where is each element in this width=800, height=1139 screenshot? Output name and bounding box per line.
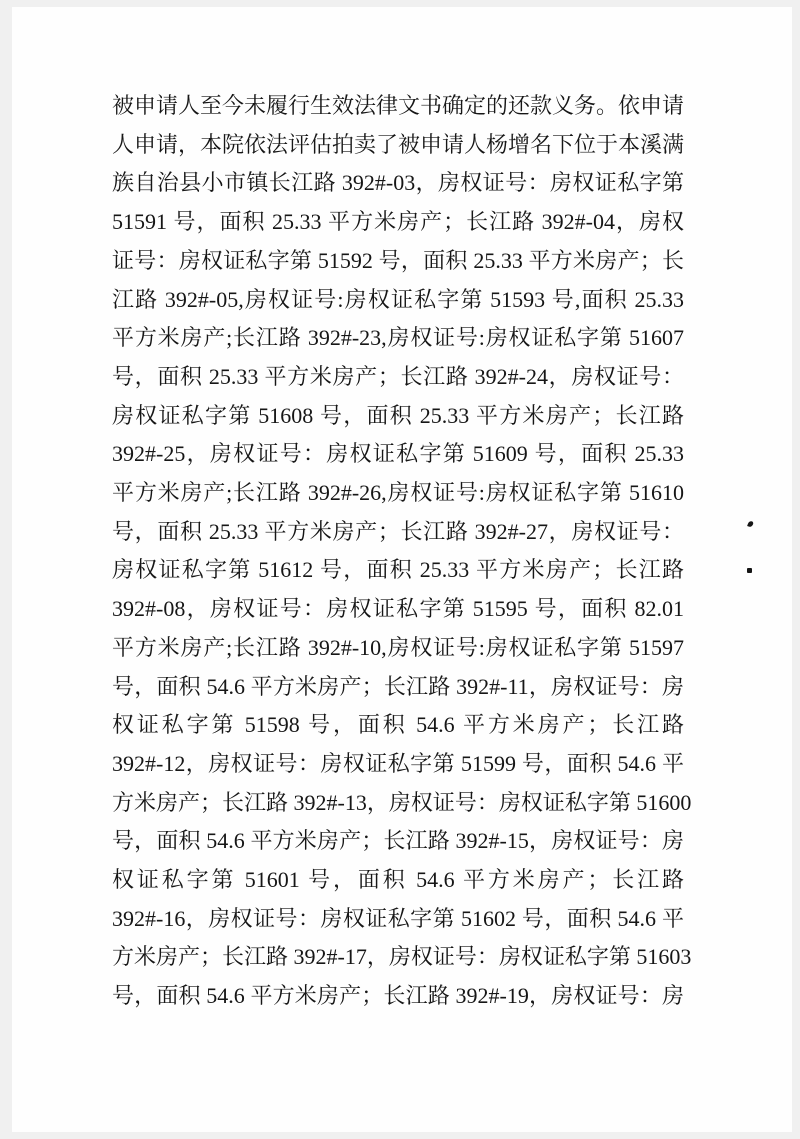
text-line: 人申请，本院依法评估拍卖了被申请人杨增名下位于本溪满 bbox=[112, 131, 685, 157]
text-line: 号，面积 25.33 平方米房产；长江路 392#-27，房权证号： bbox=[112, 518, 684, 544]
text-line: 权证私字第 51601 号，面积 54.6 平方米房产；长江路 bbox=[112, 867, 684, 893]
text-line: 号，面积 25.33 平方米房产；长江路 392#-24，房权证号： bbox=[112, 363, 684, 389]
text-line: 族自治县小市镇长江路 392#-03，房权证号：房权证私字第 bbox=[112, 170, 684, 196]
text-line: 号，面积 54.6 平方米房产；长江路 392#-19，房权证号：房 bbox=[112, 983, 684, 1009]
text-line: 号，面积 54.6 平方米房产；长江路 392#-15，房权证号：房 bbox=[112, 828, 684, 854]
document-page bbox=[12, 7, 792, 1132]
text-line: 江路 392#-05,房权证号:房权证私字第 51593 号,面积 25.33 bbox=[112, 286, 684, 312]
text-line: 51591 号，面积 25.33 平方米房产；长江路 392#-04，房权 bbox=[112, 209, 684, 235]
scan-artifact-dot-mark bbox=[747, 568, 752, 573]
text-line: 号，面积 54.6 平方米房产；长江路 392#-11，房权证号：房 bbox=[112, 673, 684, 699]
text-line: 392#-16，房权证号：房权证私字第 51602 号，面积 54.6 平 bbox=[112, 905, 684, 931]
text-line: 方米房产；长江路 392#-17，房权证号：房权证私字第 51603 bbox=[112, 944, 692, 970]
text-line: 平方米房产;长江路 392#-26,房权证号:房权证私字第 51610 bbox=[112, 480, 684, 506]
text-line: 392#-25，房权证号：房权证私字第 51609 号，面积 25.33 bbox=[112, 441, 684, 467]
text-line: 平方米房产;长江路 392#-10,房权证号:房权证私字第 51597 bbox=[112, 634, 684, 660]
text-line: 方米房产；长江路 392#-13，房权证号：房权证私字第 51600 bbox=[112, 789, 692, 815]
text-line: 392#-12，房权证号：房权证私字第 51599 号，面积 54.6 平 bbox=[112, 750, 684, 776]
text-line: 房权证私字第 51612 号，面积 25.33 平方米房产；长江路 bbox=[112, 557, 684, 583]
text-line: 权证私字第 51598 号，面积 54.6 平方米房产；长江路 bbox=[112, 712, 684, 738]
text-line: 被申请人至今未履行生效法律文书确定的还款义务。依申请 bbox=[112, 93, 685, 118]
text-line: 房权证私字第 51608 号，面积 25.33 平方米房产；长江路 bbox=[112, 402, 684, 428]
document-body-text bbox=[112, 87, 692, 1016]
text-line: 平方米房产;长江路 392#-23,房权证号:房权证私字第 51607 bbox=[112, 325, 684, 351]
text-line: 证号：房权证私字第 51592 号，面积 25.33 平方米房产；长 bbox=[112, 247, 684, 273]
text-line: 392#-08，房权证号：房权证私字第 51595 号，面积 82.01 bbox=[112, 596, 684, 622]
